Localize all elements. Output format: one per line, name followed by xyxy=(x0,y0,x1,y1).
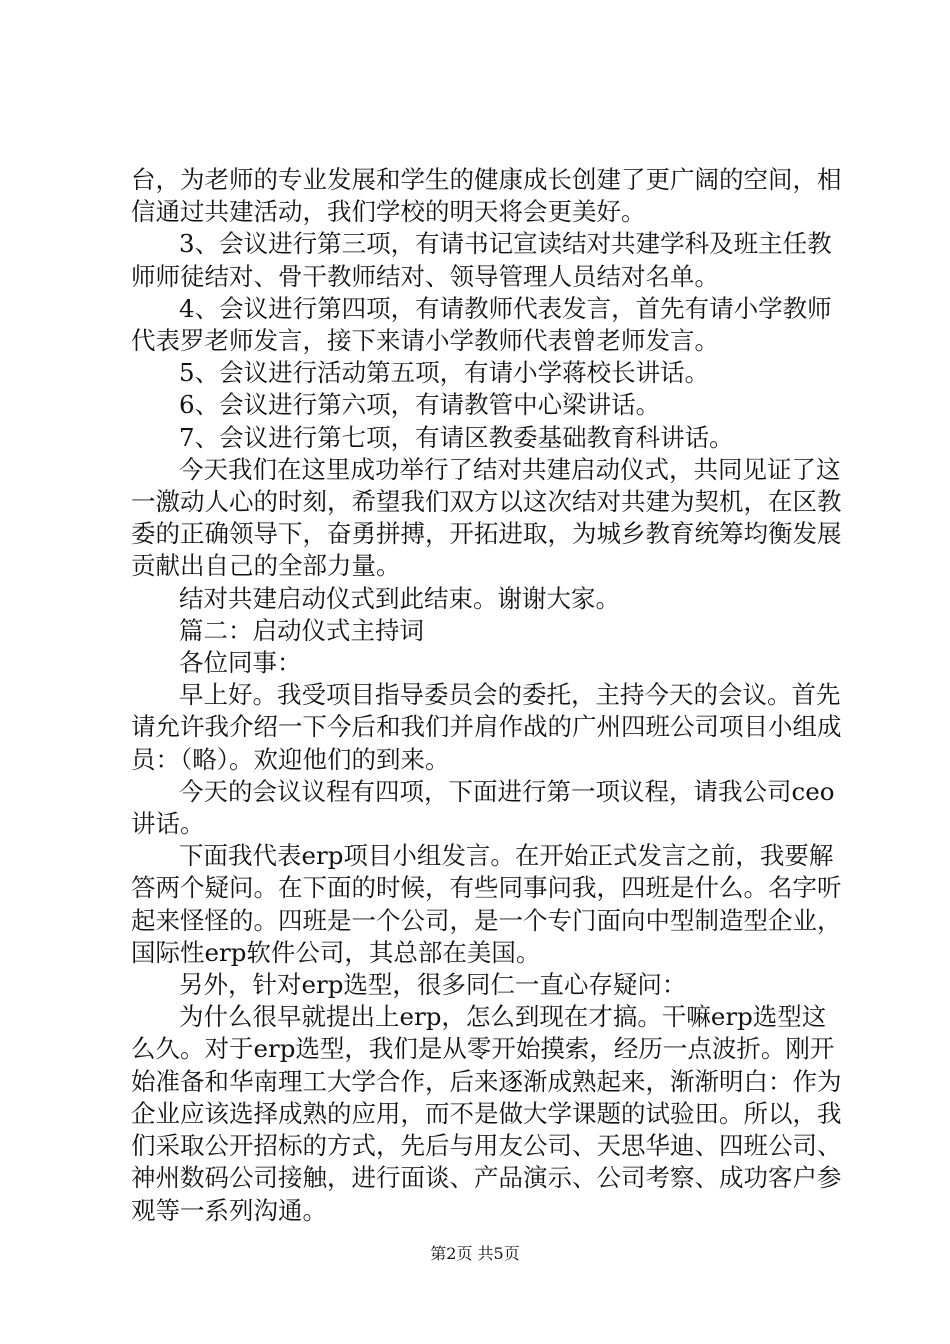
paragraph-11: 早上好。我受项目指导委员会的委托，主持今天的会议。首先请允许我介绍一下今后和我们并肩作战的广州四班公司项目小组成员：（略）。欢迎他们的到来。 xyxy=(131,680,842,774)
paragraph-15: 为什么很早就提出上erp，怎么到现在才搞。干嘛erp选型这么久。对于erp选型，我们是从零开始摸索，经历一点波折。刚开始准备和华南理工大学合作，后来逐渐成熟起来，渐渐明白：作为企业应该选择成熟的应用，而不是做大学课题的试验田。所以，我们采取公开招标的方式，先后与用友公司、天思华迪、四班公司、神州数码公司接触，进行面谈、产品演示、公司考察、成功客户参观等一系列沟通。 xyxy=(131,1002,842,1225)
page-number: 第2页 共5页 xyxy=(430,1244,520,1263)
salutation: 各位同事： xyxy=(179,648,302,678)
page-footer xyxy=(0,1244,950,1264)
paragraph-2: 3、会议进行第三项，有请书记宣读结对共建学科及班主任教师师徒结对、骨干教师结对、领导管理人员结对名单。 xyxy=(131,229,832,291)
paragraph-8: 结对共建启动仪式到此结束。谢谢大家。 xyxy=(179,583,620,613)
paragraph-13: 下面我代表erp项目小组发言。在开始正式发言之前，我要解答两个疑问。在下面的时候，有些同事问我，四班是什么。名字听起来怪怪的。四班是一个公司，是一个专门面向中型制造型企业，国际性erp软件公司，其总部在美国。 xyxy=(131,841,842,967)
paragraph-1: 台，为老师的专业发展和学生的健康成长创建了更广阔的空间，相信通过共建活动，我们学校的明天将会更美好。 xyxy=(131,165,842,227)
paragraph-5: 6、会议进行第六项，有请教管中心梁讲话。 xyxy=(179,390,661,420)
paragraph-3: 4、会议进行第四项，有请教师代表发言，首先有请小学教师代表罗老师发言，接下来请小学教师代表曾老师发言。 xyxy=(131,293,832,356)
paragraph-14: 另外，针对erp选型，很多同仁一直心存疑问： xyxy=(179,970,687,1000)
paragraph-6: 7、会议进行第七项，有请区教委基础教育科讲话。 xyxy=(179,422,734,452)
paragraph-12: 今天的会议议程有四项，下面进行第一项议程，请我公司ceo讲话。 xyxy=(131,776,835,839)
section-heading: 篇二：启动仪式主持词 xyxy=(179,615,424,645)
paragraph-4: 5、会议进行活动第五项，有请小学蒋校长讲话。 xyxy=(179,358,710,388)
document-body xyxy=(131,164,843,1227)
paragraph-7: 今天我们在这里成功举行了结对共建启动仪式，共同见证了这一激动人心的时刻，希望我们双方以这次结对共建为契机，在区教委的正确领导下，奋勇拼搏，开拓进取，为城乡教育统筹均衡发展贡献出自己的全部力量。 xyxy=(131,454,842,581)
